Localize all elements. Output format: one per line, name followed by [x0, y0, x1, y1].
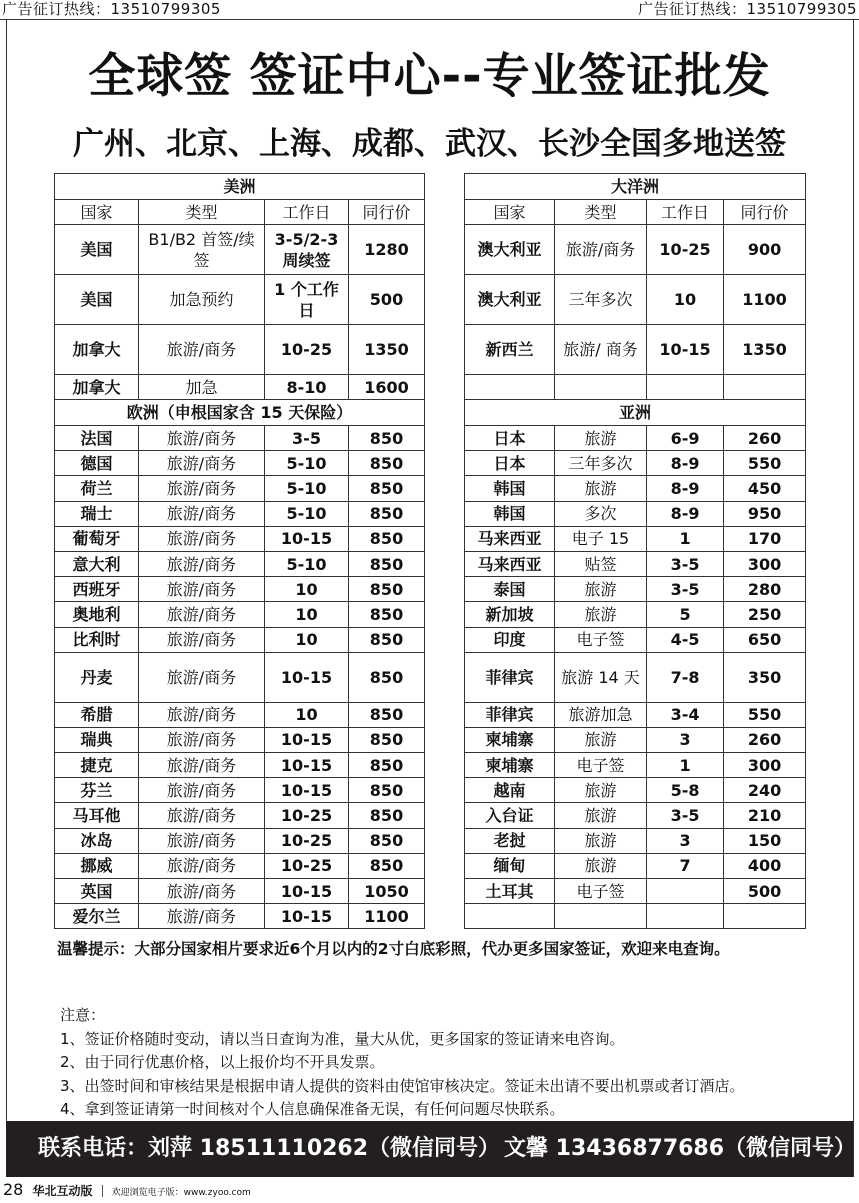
country-cell: 印度: [465, 627, 555, 652]
country-cell: 老挝: [465, 828, 555, 853]
country-cell: 日本: [465, 451, 555, 476]
price-cell: 1350: [349, 325, 425, 375]
workdays-cell: 10-25: [265, 828, 349, 853]
type-cell: 旅游加急: [555, 702, 647, 727]
type-cell: 电子签: [555, 753, 647, 778]
type-cell: 三年多次: [555, 451, 647, 476]
table-row: [55, 602, 806, 627]
column-header-row: [55, 200, 806, 225]
workdays-cell: [647, 375, 724, 400]
table-row: [55, 702, 806, 727]
table-row: [55, 225, 806, 275]
country-cell: 葡萄牙: [55, 526, 139, 551]
price-cell: 250: [724, 602, 806, 627]
workdays-cell: 4-5: [647, 627, 724, 652]
price-cell: 950: [724, 501, 806, 526]
type-cell: 旅游/商务: [139, 627, 265, 652]
column-gap: [425, 501, 465, 526]
country-cell: 比利时: [55, 627, 139, 652]
price-cell: 850: [349, 602, 425, 627]
country-cell: 菲律宾: [465, 652, 555, 702]
visa-price-table: [54, 173, 806, 929]
type-cell: 旅游/商务: [139, 727, 265, 752]
country-cell: 新加坡: [465, 602, 555, 627]
country-cell: 加拿大: [55, 325, 139, 375]
type-cell: 旅游: [555, 727, 647, 752]
workdays-cell: 1 个工作日: [265, 275, 349, 325]
page-subtitle: 广州、北京、上海、成都、武汉、长沙全国多地送签: [73, 126, 786, 162]
footer-divider: [102, 1185, 103, 1197]
workdays-cell: 10: [265, 602, 349, 627]
type-cell: 旅游/ 商务: [555, 325, 647, 375]
workdays-cell: 3-5: [647, 577, 724, 602]
column-header: 国家: [55, 200, 139, 225]
country-cell: 德国: [55, 451, 139, 476]
price-cell: [724, 375, 806, 400]
workdays-cell: 8-9: [647, 501, 724, 526]
price-cell: 150: [724, 828, 806, 853]
country-cell: 挪威: [55, 853, 139, 878]
table-row: [55, 753, 806, 778]
workdays-cell: 10-15: [265, 727, 349, 752]
country-cell: 芬兰: [55, 778, 139, 803]
country-cell: 澳大利亚: [465, 225, 555, 275]
country-cell: 韩国: [465, 501, 555, 526]
workdays-cell: 10-15: [265, 652, 349, 702]
type-cell: 旅游/商务: [139, 753, 265, 778]
price-cell: 850: [349, 551, 425, 576]
price-cell: 850: [349, 803, 425, 828]
column-gap: [425, 577, 465, 602]
table-row: [55, 451, 806, 476]
country-cell: 澳大利亚: [465, 275, 555, 325]
column-gap: [425, 225, 465, 275]
price-cell: [724, 904, 806, 929]
notes-block: [60, 1004, 745, 1122]
price-cell: 1100: [724, 275, 806, 325]
workdays-cell: 3: [647, 828, 724, 853]
workdays-cell: 10-15: [265, 753, 349, 778]
country-cell: 入台证: [465, 803, 555, 828]
country-cell: 新西兰: [465, 325, 555, 375]
workdays-cell: 3-5/2-3 周续签: [265, 225, 349, 275]
type-cell: 电子签: [555, 879, 647, 904]
price-cell: 450: [724, 476, 806, 501]
price-cell: 350: [724, 652, 806, 702]
price-cell: 240: [724, 778, 806, 803]
country-cell: 马来西亚: [465, 526, 555, 551]
column-header: 类型: [555, 200, 647, 225]
column-gap: [425, 879, 465, 904]
note-item: 2、由于同行优惠价格，以上报价均不开具发票。: [60, 1053, 385, 1071]
page-number: 28: [3, 1180, 24, 1199]
price-cell: 1100: [349, 904, 425, 929]
table-row: [55, 501, 806, 526]
workdays-cell: 8-9: [647, 451, 724, 476]
country-cell: 美国: [55, 225, 139, 275]
contact-phone-liuping: 联系电话：刘萍 18511110262（微信同号）: [38, 1136, 501, 1161]
country-cell: 希腊: [55, 702, 139, 727]
workdays-cell: 1: [647, 753, 724, 778]
column-gap: [425, 853, 465, 878]
column-gap: [425, 200, 465, 225]
table-row: [55, 476, 806, 501]
price-cell: 170: [724, 526, 806, 551]
price-cell: 400: [724, 853, 806, 878]
country-cell: 马耳他: [55, 803, 139, 828]
workdays-cell: 3-5: [265, 426, 349, 451]
contact-bar: [6, 1121, 857, 1177]
table-row: [55, 551, 806, 576]
price-cell: 850: [349, 828, 425, 853]
section-asia: 亚洲: [465, 400, 806, 426]
price-cell: 850: [349, 778, 425, 803]
country-cell: 柬埔寨: [465, 753, 555, 778]
country-cell: 越南: [465, 778, 555, 803]
country-cell: 爱尔兰: [55, 904, 139, 929]
price-cell: 850: [349, 727, 425, 752]
column-header: 同行价: [724, 200, 806, 225]
column-gap: [425, 400, 465, 426]
workdays-cell: 10-15: [265, 879, 349, 904]
table-row: [55, 853, 806, 878]
table-row: [55, 275, 806, 325]
type-cell: 加急预约: [139, 275, 265, 325]
photo-tip: 温馨提示：大部分国家相片要求近6个月以内的2寸白底彩照，代办更多国家签证，欢迎来电查询。: [57, 940, 730, 958]
type-cell: 贴签: [555, 551, 647, 576]
workdays-cell: 10: [265, 702, 349, 727]
country-cell: [465, 375, 555, 400]
table-row: [55, 727, 806, 752]
section-oceania: 大洋洲: [465, 174, 806, 200]
workdays-cell: 1: [647, 526, 724, 551]
price-cell: 260: [724, 426, 806, 451]
country-cell: 丹麦: [55, 652, 139, 702]
country-cell: 马来西亚: [465, 551, 555, 576]
price-cell: 1350: [724, 325, 806, 375]
column-gap: [425, 753, 465, 778]
table-row: [55, 325, 806, 375]
price-cell: 500: [349, 275, 425, 325]
workdays-cell: 10: [265, 577, 349, 602]
column-gap: [425, 828, 465, 853]
workdays-cell: 7-8: [647, 652, 724, 702]
type-cell: [555, 904, 647, 929]
column-gap: [425, 275, 465, 325]
workdays-cell: 10-25: [265, 803, 349, 828]
column-gap: [425, 174, 465, 200]
page-footer: [0, 1180, 251, 1200]
workdays-cell: 10-25: [647, 225, 724, 275]
table-row: [55, 526, 806, 551]
type-cell: 旅游/商务: [139, 879, 265, 904]
workdays-cell: 10-15: [265, 778, 349, 803]
type-cell: 旅游: [555, 426, 647, 451]
column-header: 同行价: [349, 200, 425, 225]
type-cell: [555, 375, 647, 400]
workdays-cell: 10: [265, 627, 349, 652]
price-cell: 850: [349, 426, 425, 451]
country-cell: 美国: [55, 275, 139, 325]
note-item: 1、签证价格随时变动，请以当日查询为准，量大从优，更多国家的签证请来电咨询。: [60, 1029, 625, 1048]
price-cell: 280: [724, 577, 806, 602]
workdays-cell: 10-15: [265, 526, 349, 551]
column-gap: [425, 526, 465, 551]
price-cell: 300: [724, 753, 806, 778]
price-cell: 850: [349, 753, 425, 778]
price-cell: 210: [724, 803, 806, 828]
price-cell: 850: [349, 853, 425, 878]
workdays-cell: [647, 879, 724, 904]
table-row: [55, 803, 806, 828]
table-row: [55, 778, 806, 803]
page-title: 全球签 签证中心--专业签证批发: [88, 49, 771, 104]
price-cell: 850: [349, 526, 425, 551]
workdays-cell: 3-5: [647, 551, 724, 576]
section-header-row: [55, 400, 806, 426]
price-cell: 850: [349, 577, 425, 602]
type-cell: 加急: [139, 375, 265, 400]
country-cell: 英国: [55, 879, 139, 904]
country-cell: 柬埔寨: [465, 727, 555, 752]
workdays-cell: 8-9: [647, 476, 724, 501]
workdays-cell: 10-15: [265, 904, 349, 929]
workdays-cell: 5-10: [265, 551, 349, 576]
workdays-cell: 10-25: [265, 325, 349, 375]
price-cell: 850: [349, 652, 425, 702]
column-gap: [425, 778, 465, 803]
country-cell: 加拿大: [55, 375, 139, 400]
workdays-cell: 10-15: [647, 325, 724, 375]
country-cell: [465, 904, 555, 929]
workdays-cell: 3-5: [647, 803, 724, 828]
price-cell: 650: [724, 627, 806, 652]
type-cell: 旅游/商务: [139, 778, 265, 803]
column-gap: [425, 426, 465, 451]
workdays-cell: 3-4: [647, 702, 724, 727]
price-cell: 850: [349, 476, 425, 501]
country-cell: 荷兰: [55, 476, 139, 501]
price-cell: 550: [724, 451, 806, 476]
column-gap: [425, 602, 465, 627]
workdays-cell: 7: [647, 853, 724, 878]
type-cell: 旅游/商务: [139, 652, 265, 702]
section-europe: 欧洲（申根国家含 15 天保险）: [55, 400, 425, 426]
contact-phone-wenxin: 文馨 13436877686（微信同号）: [504, 1136, 857, 1161]
column-header: 国家: [465, 200, 555, 225]
type-cell: 旅游: [555, 828, 647, 853]
type-cell: 旅游: [555, 577, 647, 602]
edition-brand: 华北互动版: [32, 1184, 93, 1198]
price-cell: 850: [349, 501, 425, 526]
country-cell: 土耳其: [465, 879, 555, 904]
column-header: 工作日: [265, 200, 349, 225]
table-row: [55, 577, 806, 602]
country-cell: 法国: [55, 426, 139, 451]
type-cell: 旅游: [555, 803, 647, 828]
type-cell: 旅游: [555, 476, 647, 501]
country-cell: 日本: [465, 426, 555, 451]
price-cell: 1050: [349, 879, 425, 904]
type-cell: 旅游/商务: [139, 551, 265, 576]
workdays-cell: 5: [647, 602, 724, 627]
type-cell: 旅游 14 天: [555, 652, 647, 702]
workdays-cell: 3: [647, 727, 724, 752]
column-header: 类型: [139, 200, 265, 225]
country-cell: 捷克: [55, 753, 139, 778]
column-gap: [425, 627, 465, 652]
country-cell: 奥地利: [55, 602, 139, 627]
section-americas: 美洲: [55, 174, 425, 200]
section-header-row: [55, 174, 806, 200]
type-cell: 旅游/商务: [139, 501, 265, 526]
table-row: [55, 879, 806, 904]
ad-hotline-right: 广告征订热线：13510799305: [638, 0, 857, 18]
price-cell: 850: [349, 627, 425, 652]
column-gap: [425, 325, 465, 375]
type-cell: 旅游/商务: [139, 602, 265, 627]
ad-hotline-left: 广告征订热线：13510799305: [2, 0, 221, 18]
e-edition-note: 欢迎浏览电子版：www.zyoo.com: [111, 1188, 251, 1198]
column-gap: [425, 727, 465, 752]
type-cell: 电子签: [555, 627, 647, 652]
price-cell: 1600: [349, 375, 425, 400]
table-row: [55, 627, 806, 652]
country-cell: 意大利: [55, 551, 139, 576]
price-cell: 850: [349, 702, 425, 727]
price-cell: 500: [724, 879, 806, 904]
price-cell: 1280: [349, 225, 425, 275]
workdays-cell: 6-9: [647, 426, 724, 451]
column-gap: [425, 803, 465, 828]
type-cell: 旅游: [555, 602, 647, 627]
workdays-cell: 5-10: [265, 501, 349, 526]
notes-heading: 注意：: [60, 1006, 106, 1024]
type-cell: 旅游/商务: [139, 526, 265, 551]
country-cell: 泰国: [465, 577, 555, 602]
note-item: 3、出签时间和审核结果是根据申请人提供的资料由使馆审核决定。签证未出请不要出机票或者订酒店。: [60, 1076, 745, 1095]
workdays-cell: 5-10: [265, 476, 349, 501]
country-cell: 缅甸: [465, 853, 555, 878]
column-gap: [425, 551, 465, 576]
column-header: 工作日: [647, 200, 724, 225]
type-cell: 旅游/商务: [139, 577, 265, 602]
type-cell: 旅游/商务: [139, 828, 265, 853]
price-cell: 550: [724, 702, 806, 727]
table-row: [55, 828, 806, 853]
country-cell: 菲律宾: [465, 702, 555, 727]
table-row: [55, 652, 806, 702]
country-cell: 韩国: [465, 476, 555, 501]
type-cell: B1/B2 首签/续签: [139, 225, 265, 275]
type-cell: 旅游: [555, 853, 647, 878]
column-gap: [425, 375, 465, 400]
table-row: [55, 375, 806, 400]
table-row: [55, 904, 806, 929]
column-gap: [425, 451, 465, 476]
column-gap: [425, 702, 465, 727]
type-cell: 旅游/商务: [139, 853, 265, 878]
workdays-cell: 10-25: [265, 853, 349, 878]
workdays-cell: 5-8: [647, 778, 724, 803]
type-cell: 旅游/商务: [139, 702, 265, 727]
table-row: [55, 426, 806, 451]
column-gap: [425, 652, 465, 702]
price-cell: 900: [724, 225, 806, 275]
workdays-cell: [647, 904, 724, 929]
country-cell: 瑞士: [55, 501, 139, 526]
type-cell: 多次: [555, 501, 647, 526]
type-cell: 旅游/商务: [139, 803, 265, 828]
price-cell: 300: [724, 551, 806, 576]
column-gap: [425, 476, 465, 501]
type-cell: 旅游/商务: [139, 325, 265, 375]
country-cell: 冰岛: [55, 828, 139, 853]
type-cell: 旅游/商务: [139, 476, 265, 501]
workdays-cell: 5-10: [265, 451, 349, 476]
type-cell: 旅游: [555, 778, 647, 803]
type-cell: 旅游/商务: [139, 904, 265, 929]
country-cell: 西班牙: [55, 577, 139, 602]
note-item: 4、拿到签证请第一时间核对个人信息确保准备无误，有任何问题尽快联系。: [60, 1100, 565, 1118]
type-cell: 旅游/商务: [555, 225, 647, 275]
type-cell: 旅游/商务: [139, 426, 265, 451]
workdays-cell: 8-10: [265, 375, 349, 400]
column-gap: [425, 904, 465, 929]
price-cell: 850: [349, 451, 425, 476]
type-cell: 三年多次: [555, 275, 647, 325]
price-cell: 260: [724, 727, 806, 752]
country-cell: 瑞典: [55, 727, 139, 752]
type-cell: 旅游/商务: [139, 451, 265, 476]
type-cell: 电子 15: [555, 526, 647, 551]
workdays-cell: 10: [647, 275, 724, 325]
